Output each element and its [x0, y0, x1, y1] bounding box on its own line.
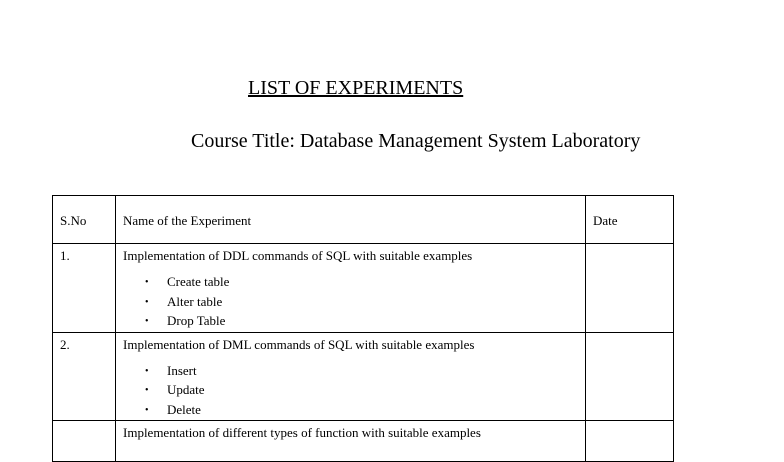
list-item [145, 293, 578, 313]
bullet-icon: • [145, 404, 149, 416]
header-name-label: Name of the Experiment [123, 213, 252, 228]
experiment-cell [116, 421, 586, 462]
bullet-icon: • [145, 316, 149, 327]
list-item-label: Alter table [167, 293, 223, 309]
header-date-label: Date [593, 213, 618, 228]
header-cell-name [116, 196, 586, 244]
experiment-cell [116, 244, 586, 333]
list-item [145, 362, 578, 382]
date-value [586, 244, 673, 247]
sno-cell [53, 244, 116, 333]
experiments-table [52, 195, 674, 462]
experiment-cell [116, 332, 586, 421]
table-header-row [53, 196, 674, 244]
list-item [145, 381, 578, 401]
list-item-label: Delete [167, 401, 201, 417]
table-row [53, 421, 674, 462]
list-item-label: Insert [167, 362, 197, 378]
bullet-icon: • [145, 385, 149, 396]
experiment-title: Implementation of DDL commands of SQL with suitable examples [123, 248, 473, 263]
date-value [586, 333, 673, 336]
date-cell [586, 244, 674, 333]
serial-number: 1. [60, 248, 70, 263]
date-cell [586, 421, 674, 462]
experiment-title: Implementation of DML commands of SQL with suitable examples [123, 336, 475, 352]
serial-number: 2. [60, 336, 70, 352]
experiment-subitems [123, 273, 578, 332]
serial-number [53, 421, 115, 424]
bullet-icon: • [145, 277, 149, 288]
bullet-icon: • [145, 296, 149, 308]
page-heading: LIST OF EXPERIMENTS [248, 77, 464, 99]
date-cell [586, 332, 674, 421]
list-item-label: Create table [167, 274, 230, 289]
experiment-subitems [123, 362, 578, 421]
course-title: Course Title: Database Management System Laboratory [191, 130, 641, 152]
bullet-icon: • [145, 365, 149, 377]
list-item-label: Drop Table [167, 313, 226, 328]
list-item [145, 401, 578, 421]
table-row [53, 244, 674, 333]
sno-cell [53, 421, 116, 462]
sno-cell [53, 332, 116, 421]
experiment-title: Implementation of different types of function with suitable examples [123, 425, 481, 440]
list-item-label: Update [167, 382, 205, 397]
date-value [586, 421, 673, 424]
header-cell-date [586, 196, 674, 244]
header-cell-sno [53, 196, 116, 244]
list-item [145, 273, 578, 293]
list-item [145, 312, 578, 332]
header-sno-label: S.No [60, 213, 87, 228]
table-row [53, 332, 674, 421]
